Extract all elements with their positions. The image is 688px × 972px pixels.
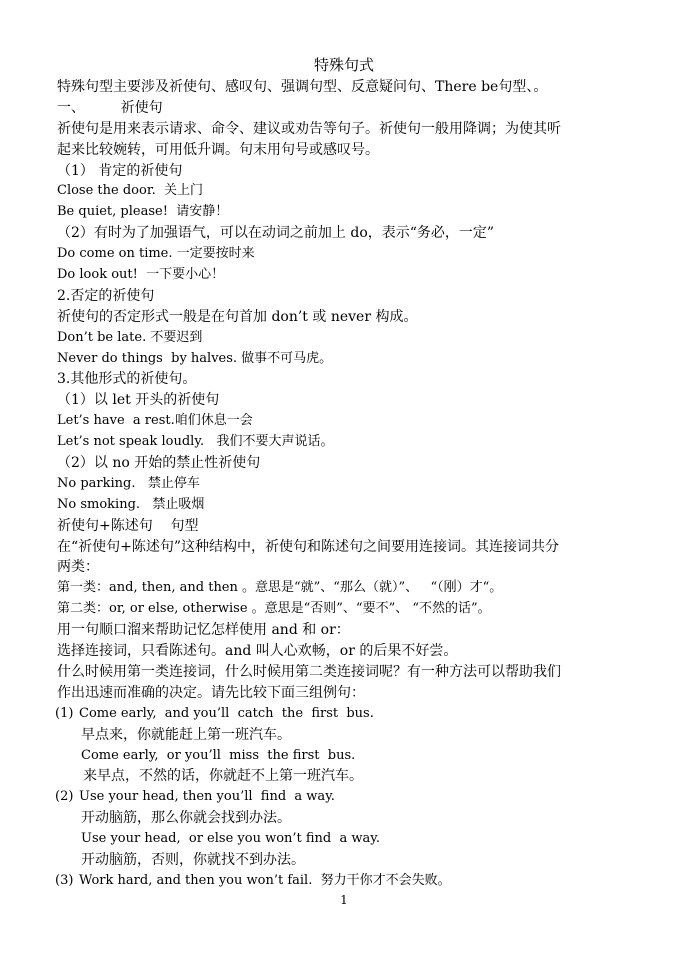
example-text: Work hard, and then you won’t fail. 努力干你才不会失败。 — [79, 872, 451, 888]
text-line: 祈使句的否定形式一般是在句首加 don’t 或 never 构成。 — [57, 308, 418, 325]
example-line: Come early, or you’ll miss the first bus. — [81, 747, 356, 763]
text-line: 选择连接词，只看陈述句。and 叫人心欢畅，or 的后果不好尝。 — [57, 643, 458, 660]
subheading: （1）以 let 开头的祈使句 — [57, 392, 220, 409]
example-line: 开动脑筋，否则，你就找不到办法。 — [81, 851, 305, 868]
example-line: Let’s not speak loudly. 我们不要大声说话。 — [57, 434, 334, 450]
example-line: Never do things by halves. 做事不可马虎。 — [57, 350, 333, 366]
example-line — [57, 704, 657, 725]
example-number: (1) — [55, 705, 74, 721]
example-line: Don’t be late. 不要迟到 — [57, 329, 203, 345]
example-line: 来早点，不然的话，你就赶不上第一班汽车。 — [83, 768, 363, 785]
text-line: 什么时候用第一类连接词，什么时候用第二类连接词呢？有一种方法可以帮助我们 — [57, 663, 561, 680]
page-title: 特殊句式 — [313, 56, 374, 74]
text-line: 用一句顺口溜来帮助记忆怎样使用 and 和 or： — [57, 622, 350, 639]
body-text — [57, 77, 657, 892]
example-line: Be quiet, please! 请安静！ — [57, 204, 229, 220]
text-line: 第一类：and, then, and then 。意思是“就”、“那么（就）”、 “（刚）才“。 — [57, 580, 503, 596]
text-line: 在“祈使句+陈述句”这种结构中，祈使句和陈述句之间要用连接词。其连接词共分 — [57, 538, 560, 555]
text-line: 起来比较婉转，可用低升调。句末用句号或感叹号。 — [57, 141, 379, 158]
text-line: 第二类：or, or else, otherwise 。意思是“否则”、“要不”、 “不然的话”。 — [57, 601, 491, 617]
example-number: (2) — [55, 789, 74, 805]
text-line: 特殊句型主要涉及祈使句、感叹句、强调句型、反意疑问句、There be句型、。 — [57, 79, 548, 95]
example-line — [57, 871, 657, 892]
page-number: 1 — [340, 893, 348, 907]
example-line: Do come on time. 一定要按时来 — [57, 246, 255, 262]
example-line — [57, 787, 657, 808]
text-line: 两类： — [57, 559, 99, 576]
section-heading: 一、 祈使句 — [57, 99, 163, 116]
text-line: 作出迅速而准确的决定。请先比较下面三组例句： — [57, 684, 365, 701]
example-line: Let’s have a rest.咱们休息一会 — [57, 413, 253, 429]
example-number: (3) — [55, 872, 74, 888]
section-heading: 2.否定的祈使句 — [57, 287, 155, 304]
subheading: （2）以 no 开始的禁止性祈使句 — [57, 455, 261, 472]
section-heading: 3.其他形式的祈使句。 — [57, 371, 197, 388]
example-line: Close the door. 关上门 — [57, 183, 204, 199]
subheading: （2）有时为了加强语气，可以在动词之前加上 do，表示“务必，一定” — [57, 225, 495, 242]
example-line: 开动脑筋，那么你就会找到办法。 — [81, 810, 291, 827]
text-line: 祈使句是用来表示请求、命令、建议或劝告等句子。祈使句一般用降调；为使其听 — [57, 120, 561, 137]
example-line: No smoking. 禁止吸烟 — [57, 496, 205, 512]
example-english: Come early, and you’ll catch the first bus. — [79, 705, 374, 721]
example-line: 早点来，你就能赶上第一班汽车。 — [81, 726, 291, 743]
example-line: Use your head, or else you won’t find a way. — [81, 831, 381, 847]
example-line: No parking. 禁止停车 — [57, 475, 200, 491]
subheading: （1） 肯定的祈使句 — [57, 162, 183, 179]
example-english: Use your head, then you’ll find a way. — [79, 789, 335, 805]
example-line: Do look out! 一下要小心！ — [57, 267, 225, 283]
section-heading: 祈使句+陈述句 句型 — [57, 517, 199, 534]
